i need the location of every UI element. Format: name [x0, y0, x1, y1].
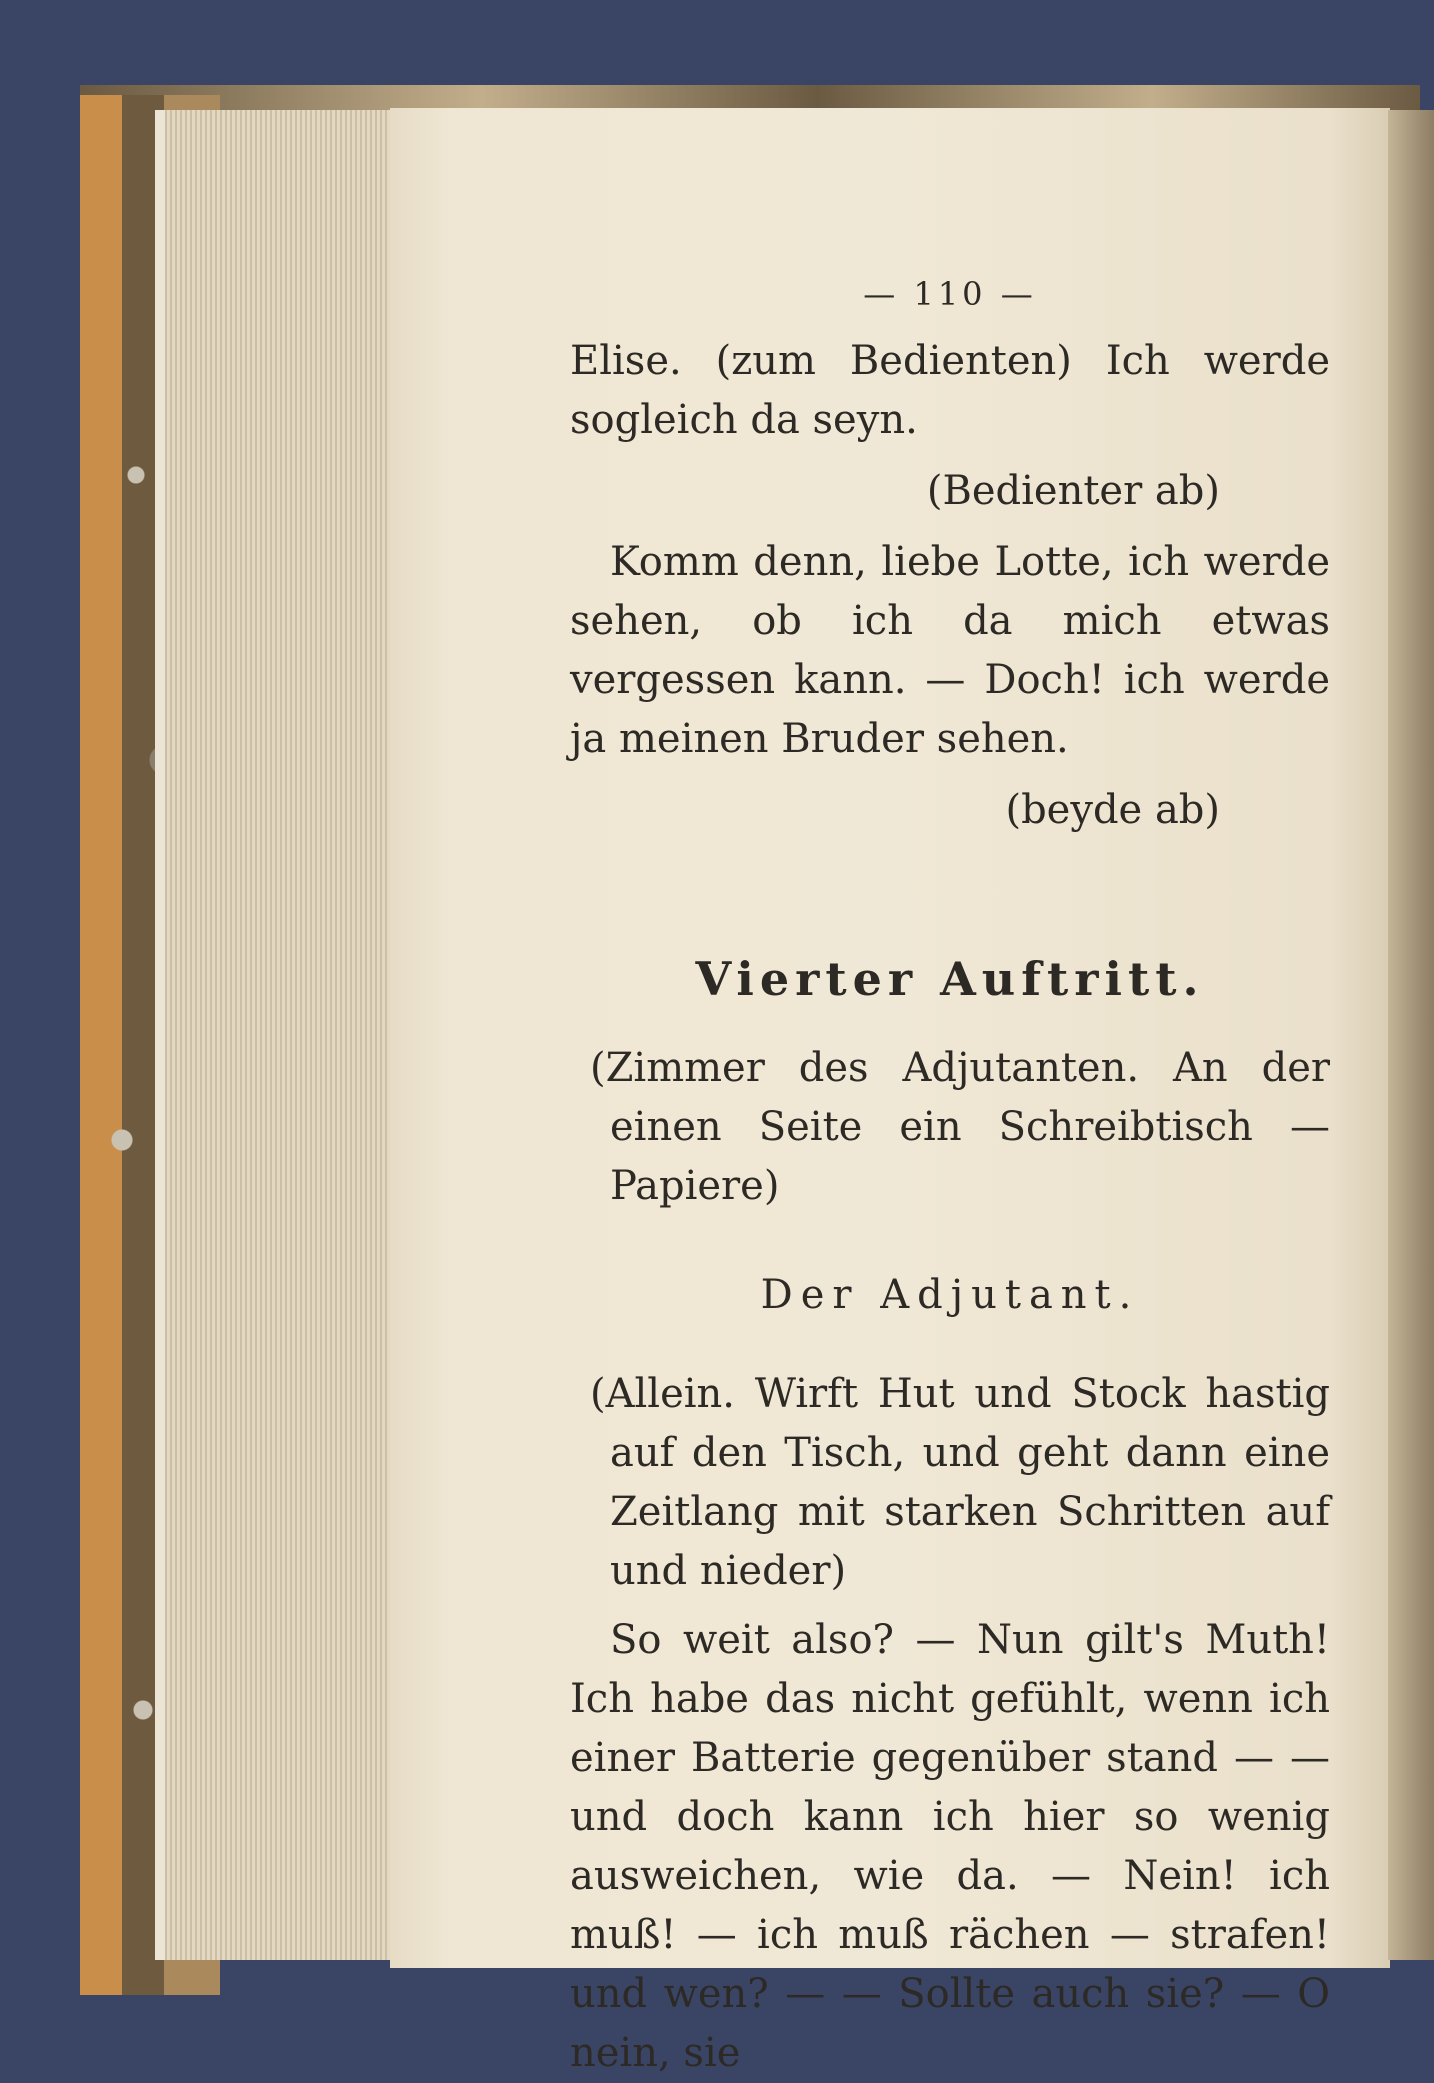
stage-direction: (Allein. Wirft Hut und Stock hastig auf den Tisch, und geht dann eine Zeitlang mit starken Schritten auf und nieder) [590, 1371, 1330, 1594]
scene-setting: (Zimmer des Adjutanten. An der einen Seite ein Schreibtisch — Papiere) [590, 1045, 1330, 1209]
stage-beyde-ab: (beyde ab) [1005, 787, 1220, 833]
speech-adjutant: So weit also? — Nun gilt's Muth! Ich habe das nicht gefühlt, wenn ich einer Batterie gegenüber stand — — und doch kann ich hier so wenig ausweichen, wie da. — Nein! ich muß! — ich muß rächen — strafen! und wen? — — Sollte auch sie? — O nein, sie [570, 1617, 1330, 2076]
page-stack-edges [155, 110, 405, 1960]
line-komm-denn: Komm denn, liebe Lotte, ich werde sehen, ob ich da mich etwas vergessen kann. — Doch! ich werde ja meinen Bruder sehen. [570, 539, 1330, 762]
character-name: Der Adjutant. [760, 1272, 1140, 1318]
page-number: — 110 — [863, 275, 1037, 313]
page-text [570, 265, 1330, 2083]
line-elise: Elise. (zum Bedienten) Ich werde sogleich da seyn. [570, 338, 1330, 443]
stage-bedienter-ab: (Bedienter ab) [926, 468, 1220, 514]
right-page-edge [1388, 110, 1434, 1960]
scene-title: Vierter Auftritt. [695, 952, 1205, 1006]
